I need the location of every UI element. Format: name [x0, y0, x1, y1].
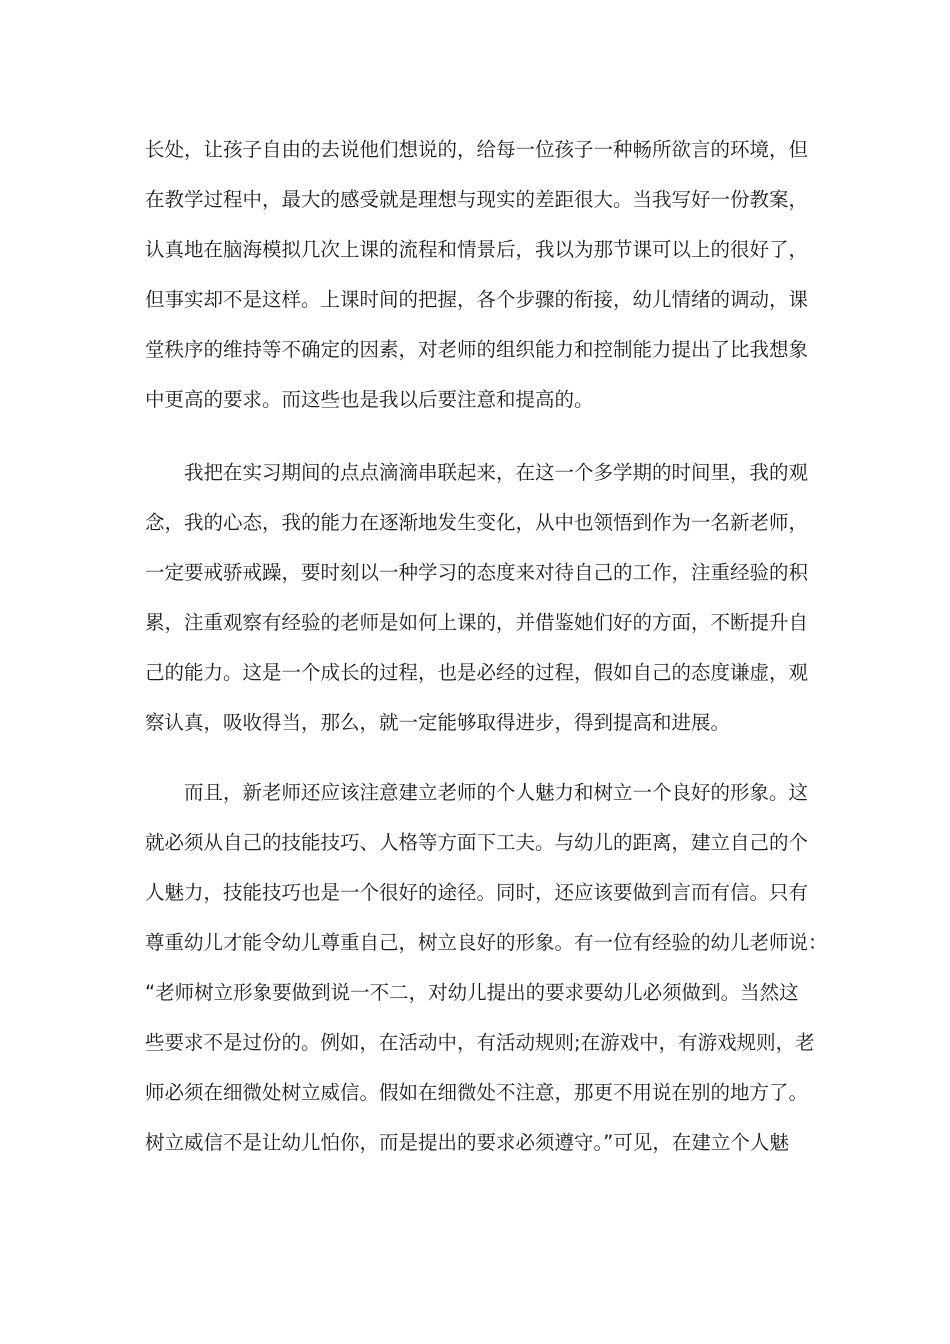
text-line: 就必须从自己的技能技巧、人格等方面下工夫。与幼儿的距离，建立自己的个: [145, 831, 809, 854]
paragraph-1: [145, 125, 809, 425]
text-line: “老师树立形象要做到说一不二，对幼儿提出的要求要幼儿必须做到。当然这: [145, 981, 799, 1004]
text-line: 师必须在细微处树立威信。假如在细微处不注意，那更不用说在别的地方了。: [145, 1081, 809, 1104]
text-line: 但事实却不是这样。上课时间的把握，各个步骤的衔接，幼儿情绪的调动，课: [145, 288, 809, 311]
text-line: 认真地在脑海模拟几次上课的流程和情景后，我以为那节课可以上的很好了，: [145, 238, 809, 261]
text-line: 中更高的要求。而这些也是我以后要注意和提高的。: [145, 388, 594, 411]
text-line: 在教学过程中，最大的感受就是理想与现实的差距很大。当我写好一份教案，: [145, 188, 809, 211]
paragraph-2: [145, 448, 809, 748]
text-line: 些要求不是过份的。例如，在活动中，有活动规则;在游戏中，有游戏规则，老: [145, 1031, 815, 1054]
text-line: 堂秩序的维持等不确定的因素，对老师的组织能力和控制能力提出了比我想象: [145, 338, 809, 361]
text-line: 念，我的心态，我的能力在逐渐地发生变化，从中也领悟到作为一名新老师，: [145, 511, 809, 534]
text-line: 人魅力，技能技巧也是一个很好的途径。同时，还应该要做到言而有信。只有: [145, 881, 809, 904]
text-line: 而且，新老师还应该注意建立老师的个人魅力和树立一个良好的形象。这: [145, 781, 809, 804]
text-line: 累，注重观察有经验的老师是如何上课的，并借鉴她们好的方面，不断提升自: [145, 611, 809, 634]
text-line: 树立威信不是让幼儿怕你，而是提出的要求必须遵守。”可见，在建立个人魅: [145, 1131, 789, 1154]
text-line: 尊重幼儿才能令幼儿尊重自己，树立良好的形象。有一位有经验的幼儿老师说：: [145, 931, 828, 954]
text-line: 我把在实习期间的点点滴滴串联起来，在这一个多学期的时间里，我的观: [145, 461, 809, 484]
text-line: 一定要戒骄戒躁，要时刻以一种学习的态度来对待自己的工作，注重经验的积: [145, 561, 809, 584]
text-line: 察认真，吸收得当，那么，就一定能够取得进步，得到提高和进展。: [145, 711, 731, 734]
text-line: 长处，让孩子自由的去说他们想说的，给每一位孩子一种畅所欲言的环境，但: [145, 138, 809, 161]
text-line: 己的能力。这是一个成长的过程，也是必经的过程，假如自己的态度谦虚，观: [145, 661, 809, 684]
paragraph-3: [145, 768, 828, 1168]
